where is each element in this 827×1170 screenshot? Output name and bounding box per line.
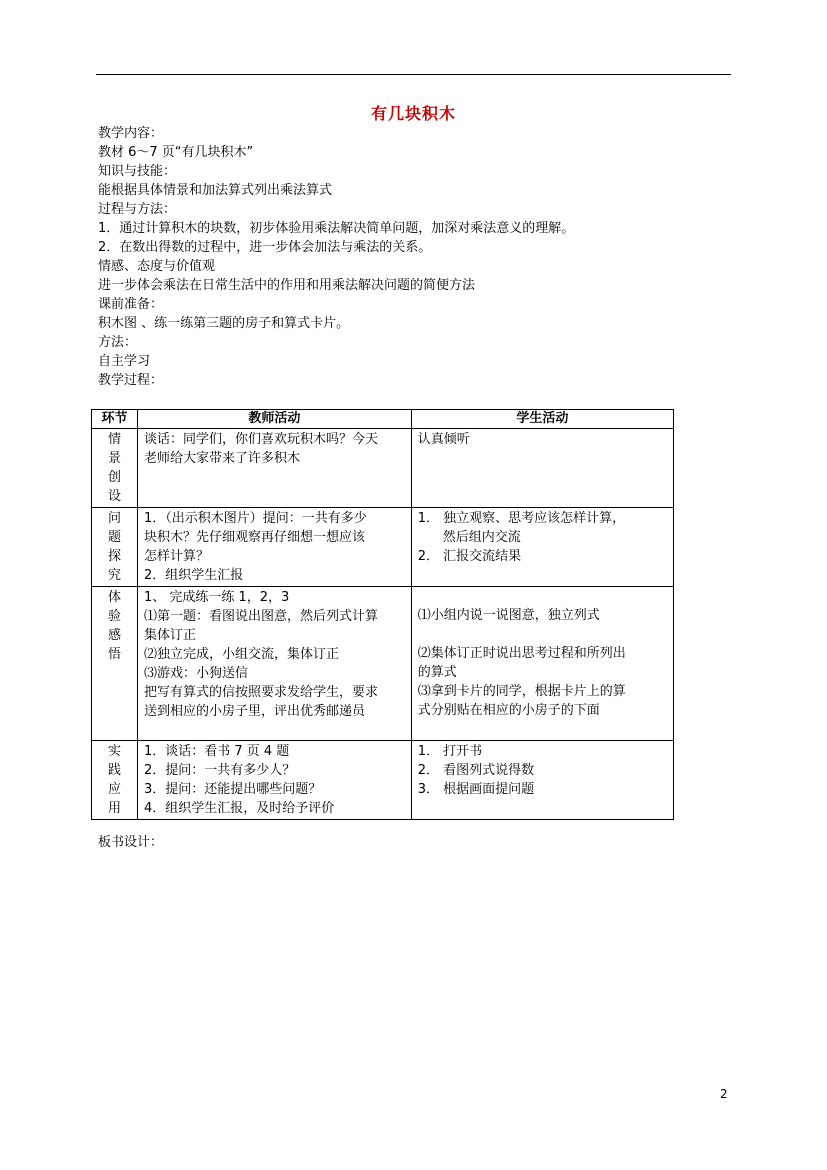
table-header-row	[92, 410, 674, 429]
student-line: 认真倾听	[417, 432, 470, 447]
student-activity-cell	[411, 429, 673, 508]
document-title: 有几块积木	[370, 104, 456, 123]
teacher-line: ⑵独立完成，小组交流，集体订正	[143, 647, 339, 662]
stage-cell	[92, 508, 138, 587]
intro-line: 2．在数出得数的过程中，进一步体会加法与乘法的关系。	[98, 240, 432, 255]
header-student: 学生活动	[411, 410, 673, 429]
student-line: ⑴小组内说一说图意，独立列式	[417, 608, 600, 623]
teacher-activity-cell	[137, 508, 411, 587]
intro-line: 自主学习	[98, 354, 151, 369]
stage-char: 悟	[107, 647, 121, 662]
student-line: ⑶拿到卡片的同学，根据卡片上的算	[417, 684, 626, 699]
student-line: 1． 打开书	[417, 744, 483, 759]
teacher-line: 老师给大家带来了许多积木	[143, 451, 300, 466]
stage-char: 题	[107, 530, 121, 545]
board-design-label: 板书设计：	[98, 835, 164, 850]
intro-line: 教学过程：	[98, 373, 164, 388]
lesson-intro	[98, 124, 738, 390]
teacher-line: ⑴第一题：看图说出图意，然后列式计算	[143, 609, 378, 624]
stage-char: 应	[107, 782, 121, 797]
table-row	[92, 741, 674, 820]
page-number: 2	[720, 1087, 728, 1101]
teacher-line: 4．组织学生汇报，及时给予评价	[143, 801, 335, 816]
teacher-line: 块积木？先仔细观察再仔细想一想应该	[143, 530, 365, 545]
teacher-line: 2．提问：一共有多少人？	[143, 763, 296, 778]
intro-line: 知识与技能：	[98, 164, 177, 179]
student-line: 3． 根据画面提问题	[417, 782, 535, 797]
lesson-process-table	[91, 409, 674, 820]
stage-cell	[92, 741, 138, 820]
stage-char: 创	[107, 470, 121, 485]
table-row	[92, 508, 674, 587]
teacher-line: 把写有算式的信按照要求发给学生，要求	[143, 685, 378, 700]
stage-char: 景	[107, 451, 121, 466]
student-line: 的算式	[417, 665, 457, 680]
stage-char: 实	[107, 744, 121, 759]
stage-char: 究	[107, 568, 121, 583]
teacher-line: ⑶游戏：小狗送信	[143, 666, 248, 681]
intro-line: 1．通过计算积木的块数，初步体验用乘法解决简单问题，加深对乘法意义的理解。	[98, 221, 575, 236]
teacher-line: 1．谈话：看书 7 页 4 题	[143, 744, 290, 759]
stage-cell	[92, 587, 138, 741]
teacher-line: 1、 完成练一练 1，2，3	[143, 590, 290, 605]
teacher-activity-cell	[137, 741, 411, 820]
teacher-activity-cell	[137, 587, 411, 741]
stage-char: 践	[107, 763, 121, 778]
teacher-activity-cell	[137, 429, 411, 508]
student-line: 2． 看图列式说得数	[417, 763, 535, 778]
intro-line: 课前准备：	[98, 297, 164, 312]
student-activity-cell	[411, 741, 673, 820]
teacher-line: 怎样计算？	[143, 549, 209, 564]
stage-char: 情	[107, 432, 121, 447]
stage-char: 验	[107, 609, 121, 624]
spacer	[418, 625, 667, 644]
table-row	[92, 429, 674, 508]
teacher-line: 3．提问：还能提出哪些问题？	[143, 782, 322, 797]
student-line: ⑵集体订正时说出思考过程和所列出	[417, 646, 626, 661]
intro-line: 教材 6～7 页“有几块积木”	[98, 145, 254, 160]
student-activity-cell	[411, 508, 673, 587]
spacer	[418, 588, 667, 606]
teacher-line: 送到相应的小房子里，评出优秀邮递员	[143, 704, 365, 719]
table-row	[92, 587, 674, 741]
teacher-line: 谈话：同学们，你们喜欢玩积木吗？今天	[143, 432, 378, 447]
header-stage: 环节	[92, 410, 138, 429]
student-line: 2． 汇报交流结果	[417, 549, 522, 564]
student-line: 式分别贴在相应的小房子的下面	[417, 703, 600, 718]
stage-char: 探	[107, 549, 121, 564]
intro-line: 情感、态度与价值观	[98, 259, 216, 274]
stage-char: 设	[107, 489, 121, 504]
intro-line: 进一步体会乘法在日常生活中的作用和用乘法解决问题的简便方法	[98, 278, 476, 293]
stage-char: 体	[107, 590, 121, 605]
student-activity-cell	[411, 587, 673, 741]
intro-line: 教学内容：	[98, 126, 164, 141]
stage-char: 用	[107, 801, 121, 816]
stage-char: 问	[107, 511, 121, 526]
intro-line: 过程与方法：	[98, 202, 177, 217]
intro-line: 积木图 、练一练第三题的房子和算式卡片。	[98, 316, 350, 331]
teacher-line: 1．（出示积木图片）提问：一共有多少	[143, 511, 367, 526]
stage-char: 感	[107, 628, 121, 643]
intro-line: 能根据具体情景和加法算式列出乘法算式	[98, 183, 333, 198]
student-line: 1． 独立观察、思考应该怎样计算，	[417, 511, 626, 526]
header-teacher: 教师活动	[137, 410, 411, 429]
header-rule	[96, 74, 731, 75]
teacher-line: 2．组织学生汇报	[143, 568, 244, 583]
intro-line: 方法：	[98, 335, 138, 350]
student-line: 然后组内交流	[442, 530, 521, 545]
stage-cell	[92, 429, 138, 508]
teacher-line: 集体订正	[143, 628, 196, 643]
